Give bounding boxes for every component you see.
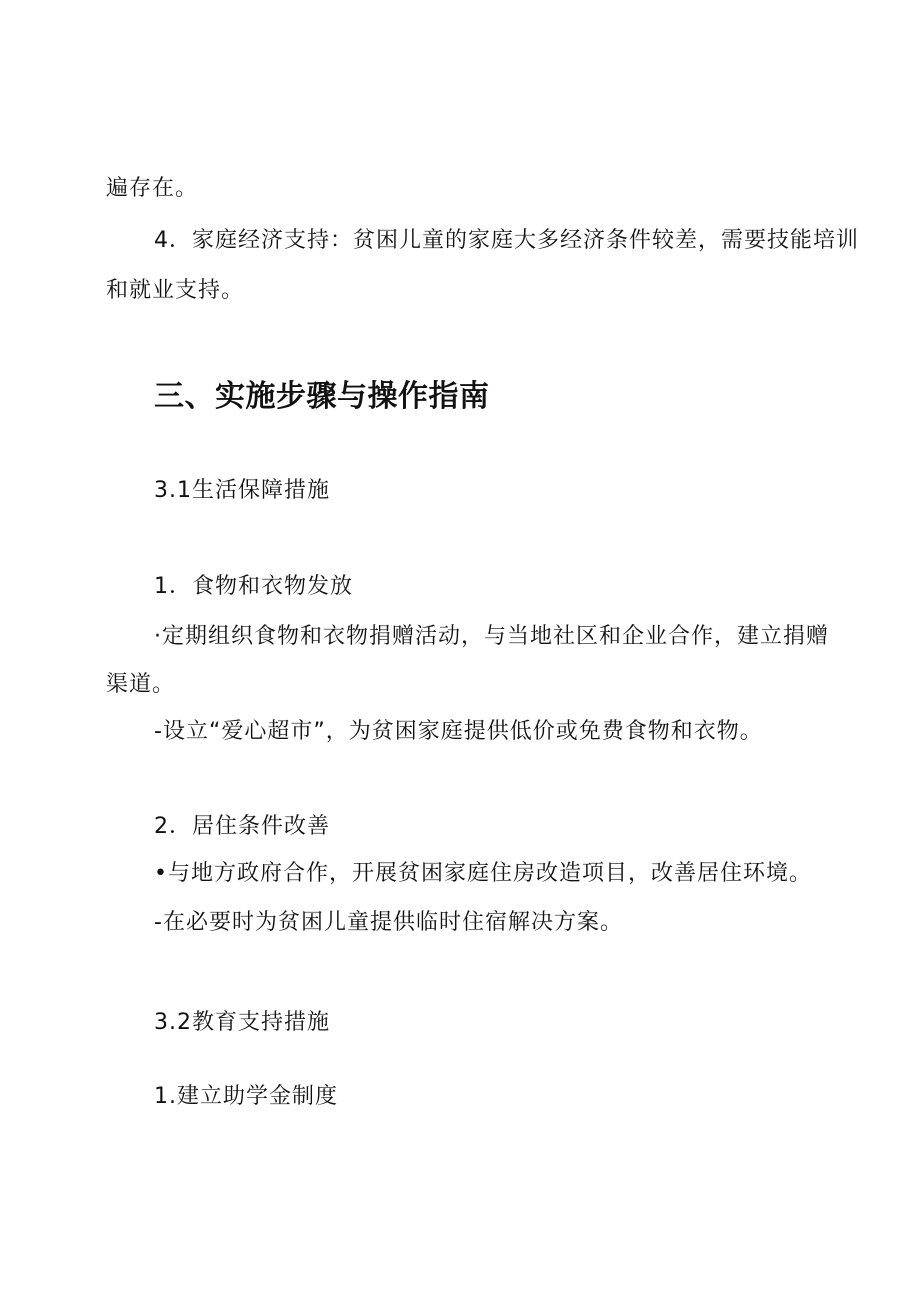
paragraph-line: -在必要时为贫困儿童提供临时住宿解决方案。 — [154, 910, 623, 935]
section-heading: 三、实施步骤与操作指南 — [154, 379, 490, 414]
subsection-title: 3.2教育支持措施 — [154, 1010, 330, 1035]
list-item-title: 1．食物和衣物发放 — [154, 574, 353, 599]
paragraph-line: -设立“爱心超市”，为贫困家庭提供低价或免费食物和衣物。 — [154, 719, 763, 744]
paragraph-line: 4．家庭经济支持：贫困儿童的家庭大多经济条件较差，需要技能培训 — [154, 228, 859, 253]
subsection-title: 3.1生活保障措施 — [154, 478, 330, 503]
list-item-title: 2．居住条件改善 — [154, 814, 330, 839]
paragraph-line: •与地方政府合作，开展贫困家庭住房改造项目，改善居住环境。 — [154, 861, 812, 886]
paragraph-line: ·定期组织食物和衣物捐赠活动，与当地社区和企业合作，建立捐赠 — [154, 624, 829, 649]
paragraph-line: 遍存在。 — [106, 176, 199, 201]
paragraph-line: 和就业支持。 — [106, 278, 245, 303]
paragraph-line: 渠道。 — [106, 672, 176, 697]
list-item-title: 1.建立助学金制度 — [154, 1084, 338, 1109]
